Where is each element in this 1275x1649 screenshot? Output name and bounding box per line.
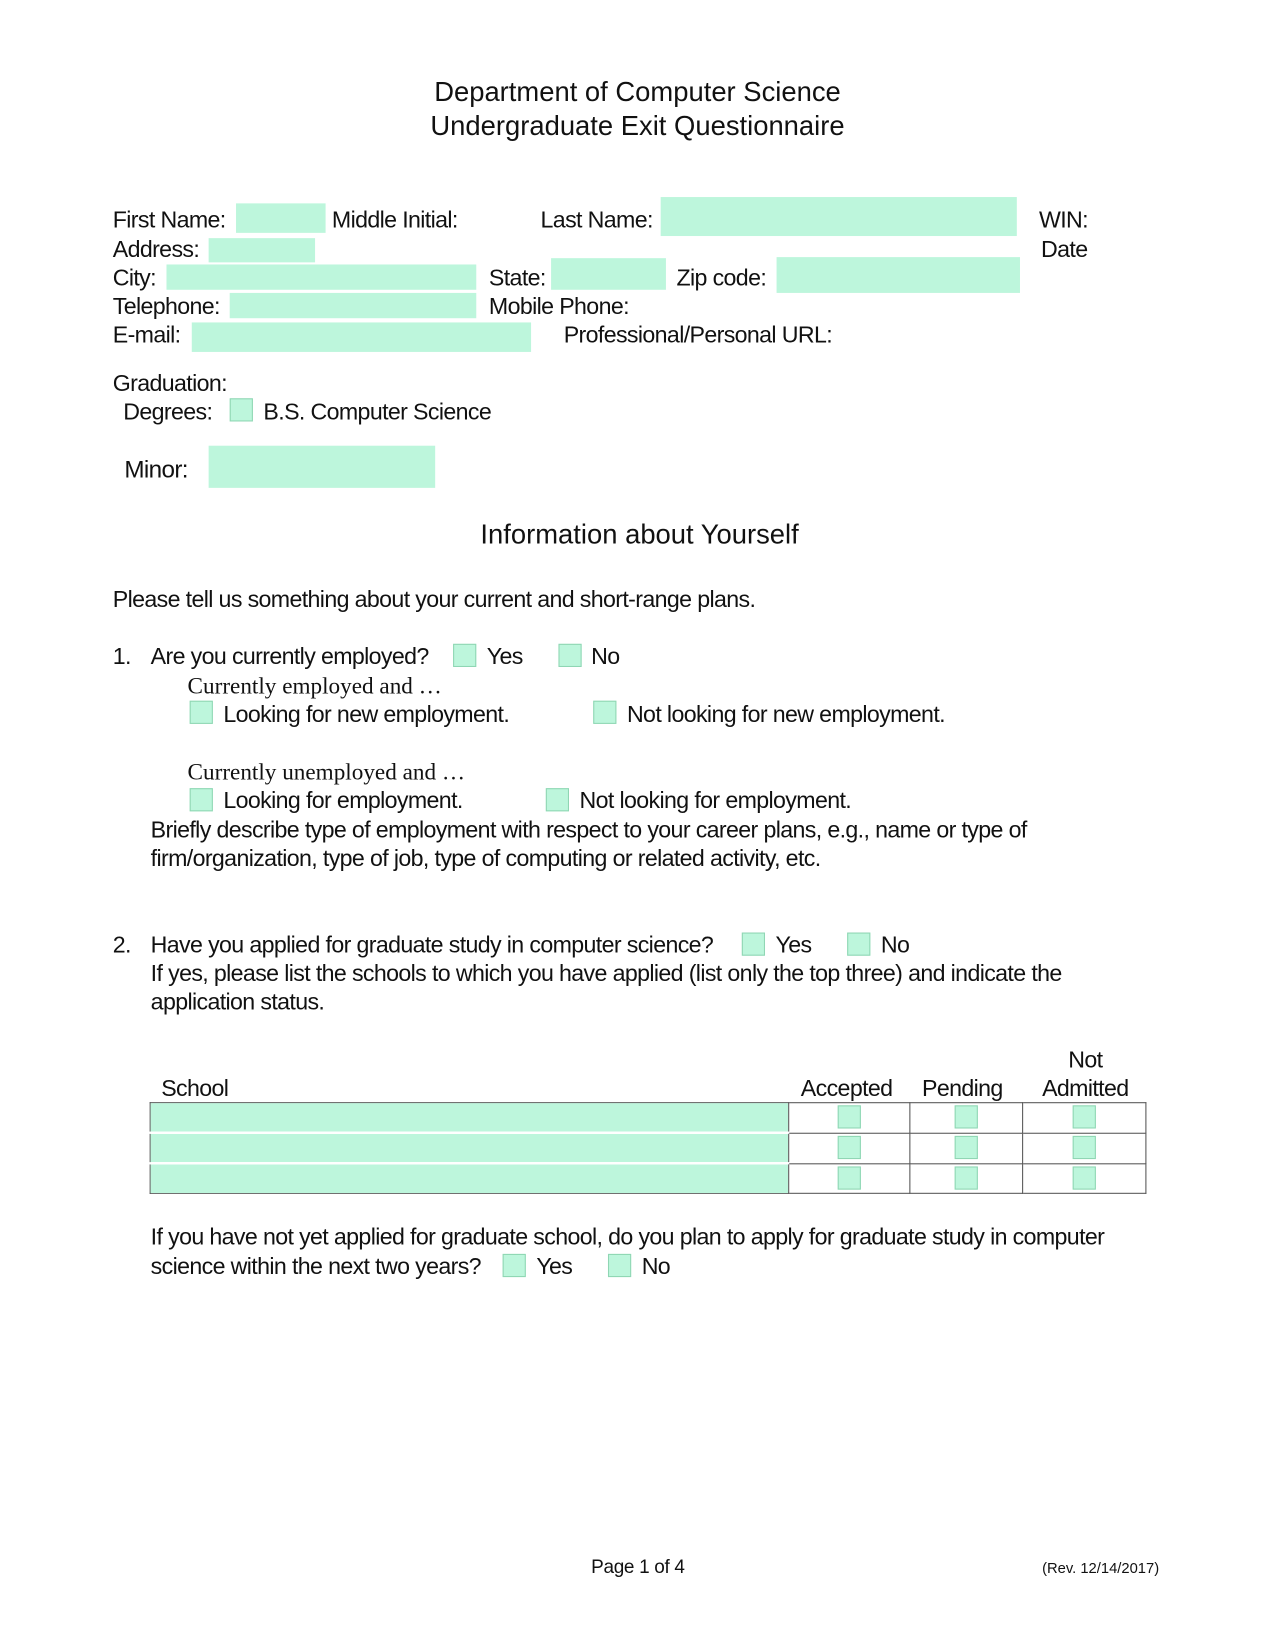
zip-label: Zip code: xyxy=(676,264,767,291)
employed-heading: Currently employed and … xyxy=(187,672,442,699)
admitted-header: Admitted xyxy=(1042,1074,1129,1102)
section-title: Information about Yourself xyxy=(480,518,799,551)
schools-table xyxy=(150,1102,1147,1194)
url-label: Professional/Personal URL: xyxy=(563,321,833,348)
q1-number: 1. xyxy=(112,642,131,670)
school-field[interactable] xyxy=(150,1163,789,1193)
looking-label: Looking for employment. xyxy=(223,787,463,814)
state-label: State: xyxy=(488,264,546,291)
bs-cs-checkbox[interactable] xyxy=(230,398,253,421)
intro-text: Please tell us something about your current and short-range plans. xyxy=(112,585,756,613)
last-name-field[interactable] xyxy=(661,197,1017,236)
q3-line-1: If you have not yet applied for graduate school, do you plan to apply for graduate study in computer xyxy=(150,1223,1105,1250)
email-label: E-mail: xyxy=(112,321,181,348)
looking-checkbox[interactable] xyxy=(190,788,213,811)
address-field[interactable] xyxy=(209,238,315,262)
revision-date: (Rev. 12/14/2017) xyxy=(1042,1559,1160,1577)
q1-yes-label: Yes xyxy=(486,642,523,670)
describe-line-2: firm/organization, type of job, type of computing or related activity, etc. xyxy=(150,845,821,872)
not-admitted-checkbox[interactable] xyxy=(1073,1135,1096,1158)
accepted-header: Accepted xyxy=(800,1074,893,1102)
first-name-label: First Name: xyxy=(112,206,226,233)
accepted-checkbox[interactable] xyxy=(838,1166,861,1189)
page-number: Page 1 of 4 xyxy=(591,1556,685,1578)
pending-checkbox[interactable] xyxy=(955,1166,978,1189)
not-looking-new-label: Not looking for new employment. xyxy=(626,700,945,728)
q2-yes-checkbox[interactable] xyxy=(742,933,765,956)
not-looking-checkbox[interactable] xyxy=(546,788,569,811)
school-field[interactable] xyxy=(150,1103,789,1133)
minor-label: Minor: xyxy=(124,455,188,483)
zip-field[interactable] xyxy=(777,257,1020,293)
q1-text: Are you currently employed? xyxy=(150,642,429,670)
q3-no-label: No xyxy=(641,1252,671,1280)
telephone-field[interactable] xyxy=(230,293,477,318)
q2-yes-label: Yes xyxy=(775,931,812,958)
table-row xyxy=(150,1103,1146,1133)
email-field[interactable] xyxy=(192,322,531,352)
unemployed-heading: Currently unemployed and … xyxy=(187,758,466,786)
q3-yes-label: Yes xyxy=(536,1252,573,1280)
pending-checkbox[interactable] xyxy=(955,1105,978,1128)
not-looking-new-checkbox[interactable] xyxy=(593,701,616,724)
win-label: WIN: xyxy=(1038,206,1088,233)
accepted-checkbox[interactable] xyxy=(838,1105,861,1128)
city-field[interactable] xyxy=(166,264,476,289)
pending-header: Pending xyxy=(921,1074,1003,1102)
q2-ifyes-line-1: If yes, please list the schools to which you have applied (list only the top three) and indicate the xyxy=(150,959,1062,987)
q1-yes-checkbox[interactable] xyxy=(453,644,476,667)
header-line-1: Department of Computer Science xyxy=(434,75,841,108)
state-field[interactable] xyxy=(551,258,666,290)
q3-yes-checkbox[interactable] xyxy=(503,1254,526,1277)
q2-no-label: No xyxy=(880,931,910,958)
q3-no-checkbox[interactable] xyxy=(608,1254,631,1277)
mobile-label: Mobile Phone: xyxy=(488,292,629,320)
not-header: Not xyxy=(1068,1046,1103,1073)
school-header: School xyxy=(161,1074,229,1102)
first-name-field[interactable] xyxy=(236,203,326,233)
telephone-label: Telephone: xyxy=(112,292,220,320)
table-row xyxy=(150,1133,1146,1164)
q2-ifyes-line-2: application status. xyxy=(150,988,325,1015)
table-row xyxy=(150,1163,1146,1193)
q1-no-label: No xyxy=(591,642,620,670)
q1-no-checkbox[interactable] xyxy=(558,644,581,667)
looking-new-checkbox[interactable] xyxy=(190,701,213,724)
describe-line-1: Briefly describe type of employment with respect to your career plans, e.g., name or type of xyxy=(150,816,1027,843)
city-label: City: xyxy=(112,264,156,291)
q3-line-2: science within the next two years? xyxy=(150,1252,481,1280)
minor-field[interactable] xyxy=(209,446,436,488)
graduation-label: Graduation: xyxy=(112,369,227,397)
header-line-2: Undergraduate Exit Questionnaire xyxy=(430,109,845,142)
school-field[interactable] xyxy=(150,1133,789,1164)
degrees-label: Degrees: xyxy=(123,398,213,425)
not-looking-label: Not looking for employment. xyxy=(579,787,852,814)
accepted-checkbox[interactable] xyxy=(838,1135,861,1158)
last-name-label: Last Name: xyxy=(540,206,653,233)
q2-text: Have you applied for graduate study in computer science? xyxy=(150,931,714,958)
not-admitted-checkbox[interactable] xyxy=(1073,1105,1096,1128)
not-admitted-checkbox[interactable] xyxy=(1073,1166,1096,1189)
middle-initial-label: Middle Initial: xyxy=(331,206,458,233)
q2-number: 2. xyxy=(112,931,131,958)
address-label: Address: xyxy=(112,236,200,263)
date-label: Date xyxy=(1041,236,1088,263)
pending-checkbox[interactable] xyxy=(955,1135,978,1158)
q2-no-checkbox[interactable] xyxy=(847,933,870,956)
looking-new-label: Looking for new employment. xyxy=(223,700,510,728)
bs-cs-label: B.S. Computer Science xyxy=(263,398,492,425)
